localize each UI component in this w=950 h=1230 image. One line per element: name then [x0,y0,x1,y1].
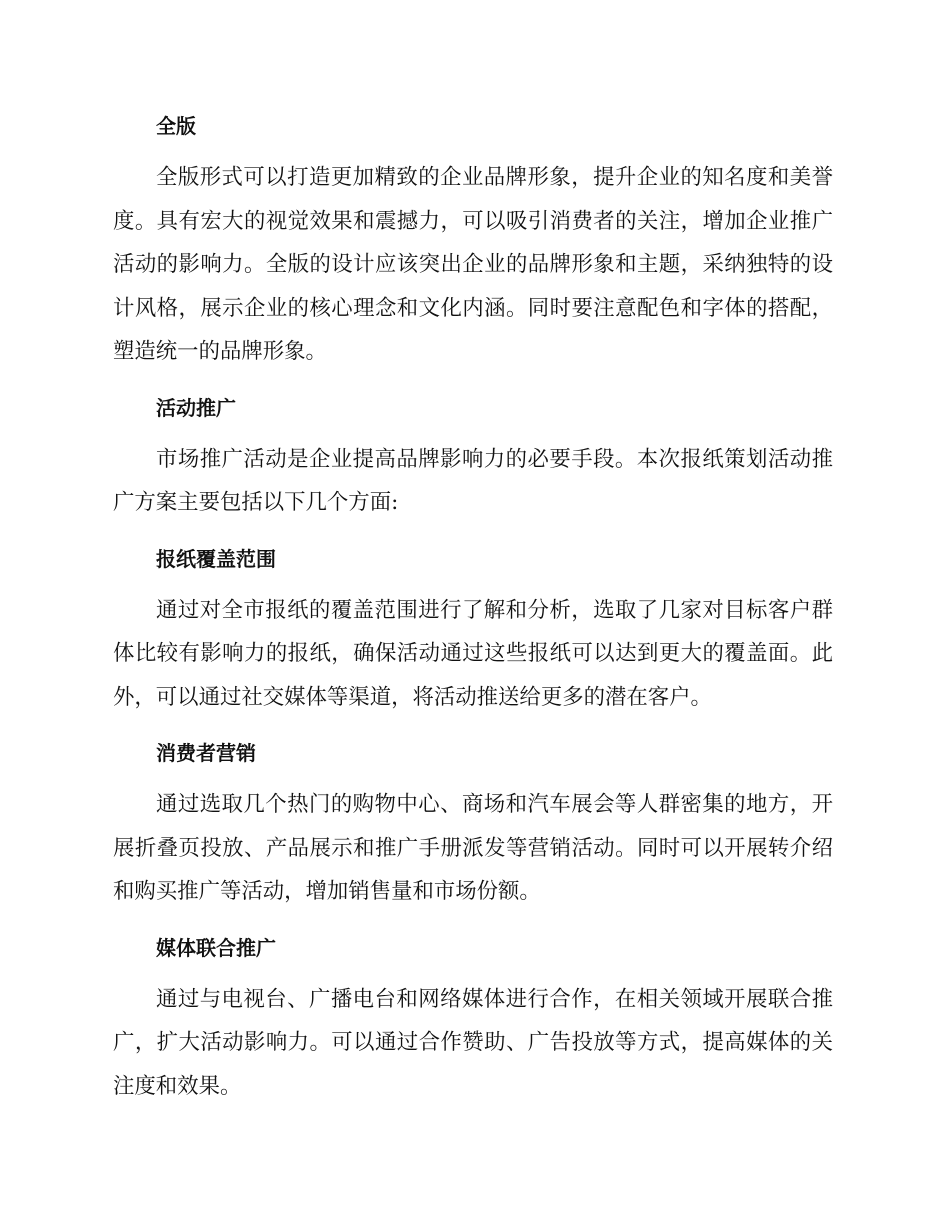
section-heading-full-page: 全版 [156,114,196,138]
section-heading-media-joint-promotion: 媒体联合推广 [156,935,276,960]
section-body-full-page: 全版形式可以打造更加精致的企业品牌形象，提升企业的知名度和美誉度。具有宏大的视觉效果和震撼力，可以吸引消费者的关注，增加企业推广活动的影响力。全版的设计应该突出企业的品牌形象和主题，采纳独特的设计风格，展示企业的核心理念和文化内涵。同时要注意配色和字体的搭配，塑造统一的品牌形象。 [113,165,833,364]
document-page [113,104,833,1120]
section-heading-newspaper-coverage: 报纸覆盖范围 [156,546,276,571]
section-body-consumer-marketing: 通过选取几个热门的购物中心、商场和汽车展会等人群密集的地方，开展折叠页投放、产品展示和推广手册派发等营销活动。同时可以开展转介绍和购买推广等活动，增加销售量和市场份额。 [113,792,833,904]
section-body-activity-promotion: 市场推广活动是企业提高品牌影响力的必要手段。本次报纸策划活动推广方案主要包括以下几个方面: [113,446,833,515]
section-heading-activity-promotion: 活动推广 [156,395,236,420]
section-body-newspaper-coverage: 通过对全市报纸的覆盖范围进行了解和分析，选取了几家对目标客户群体比较有影响力的报纸，确保活动通过这些报纸可以达到更大的覆盖面。此外，可以通过社交媒体等渠道，将活动推送给更多的潜在客户。 [113,597,833,710]
section-heading-consumer-marketing: 消费者营销 [156,741,256,765]
section-body-media-joint-promotion: 通过与电视台、广播电台和网络媒体进行合作，在相关领域开展联合推广，扩大活动影响力。可以通过合作赞助、广告投放等方式，提高媒体的关注度和效果。 [113,986,833,1099]
